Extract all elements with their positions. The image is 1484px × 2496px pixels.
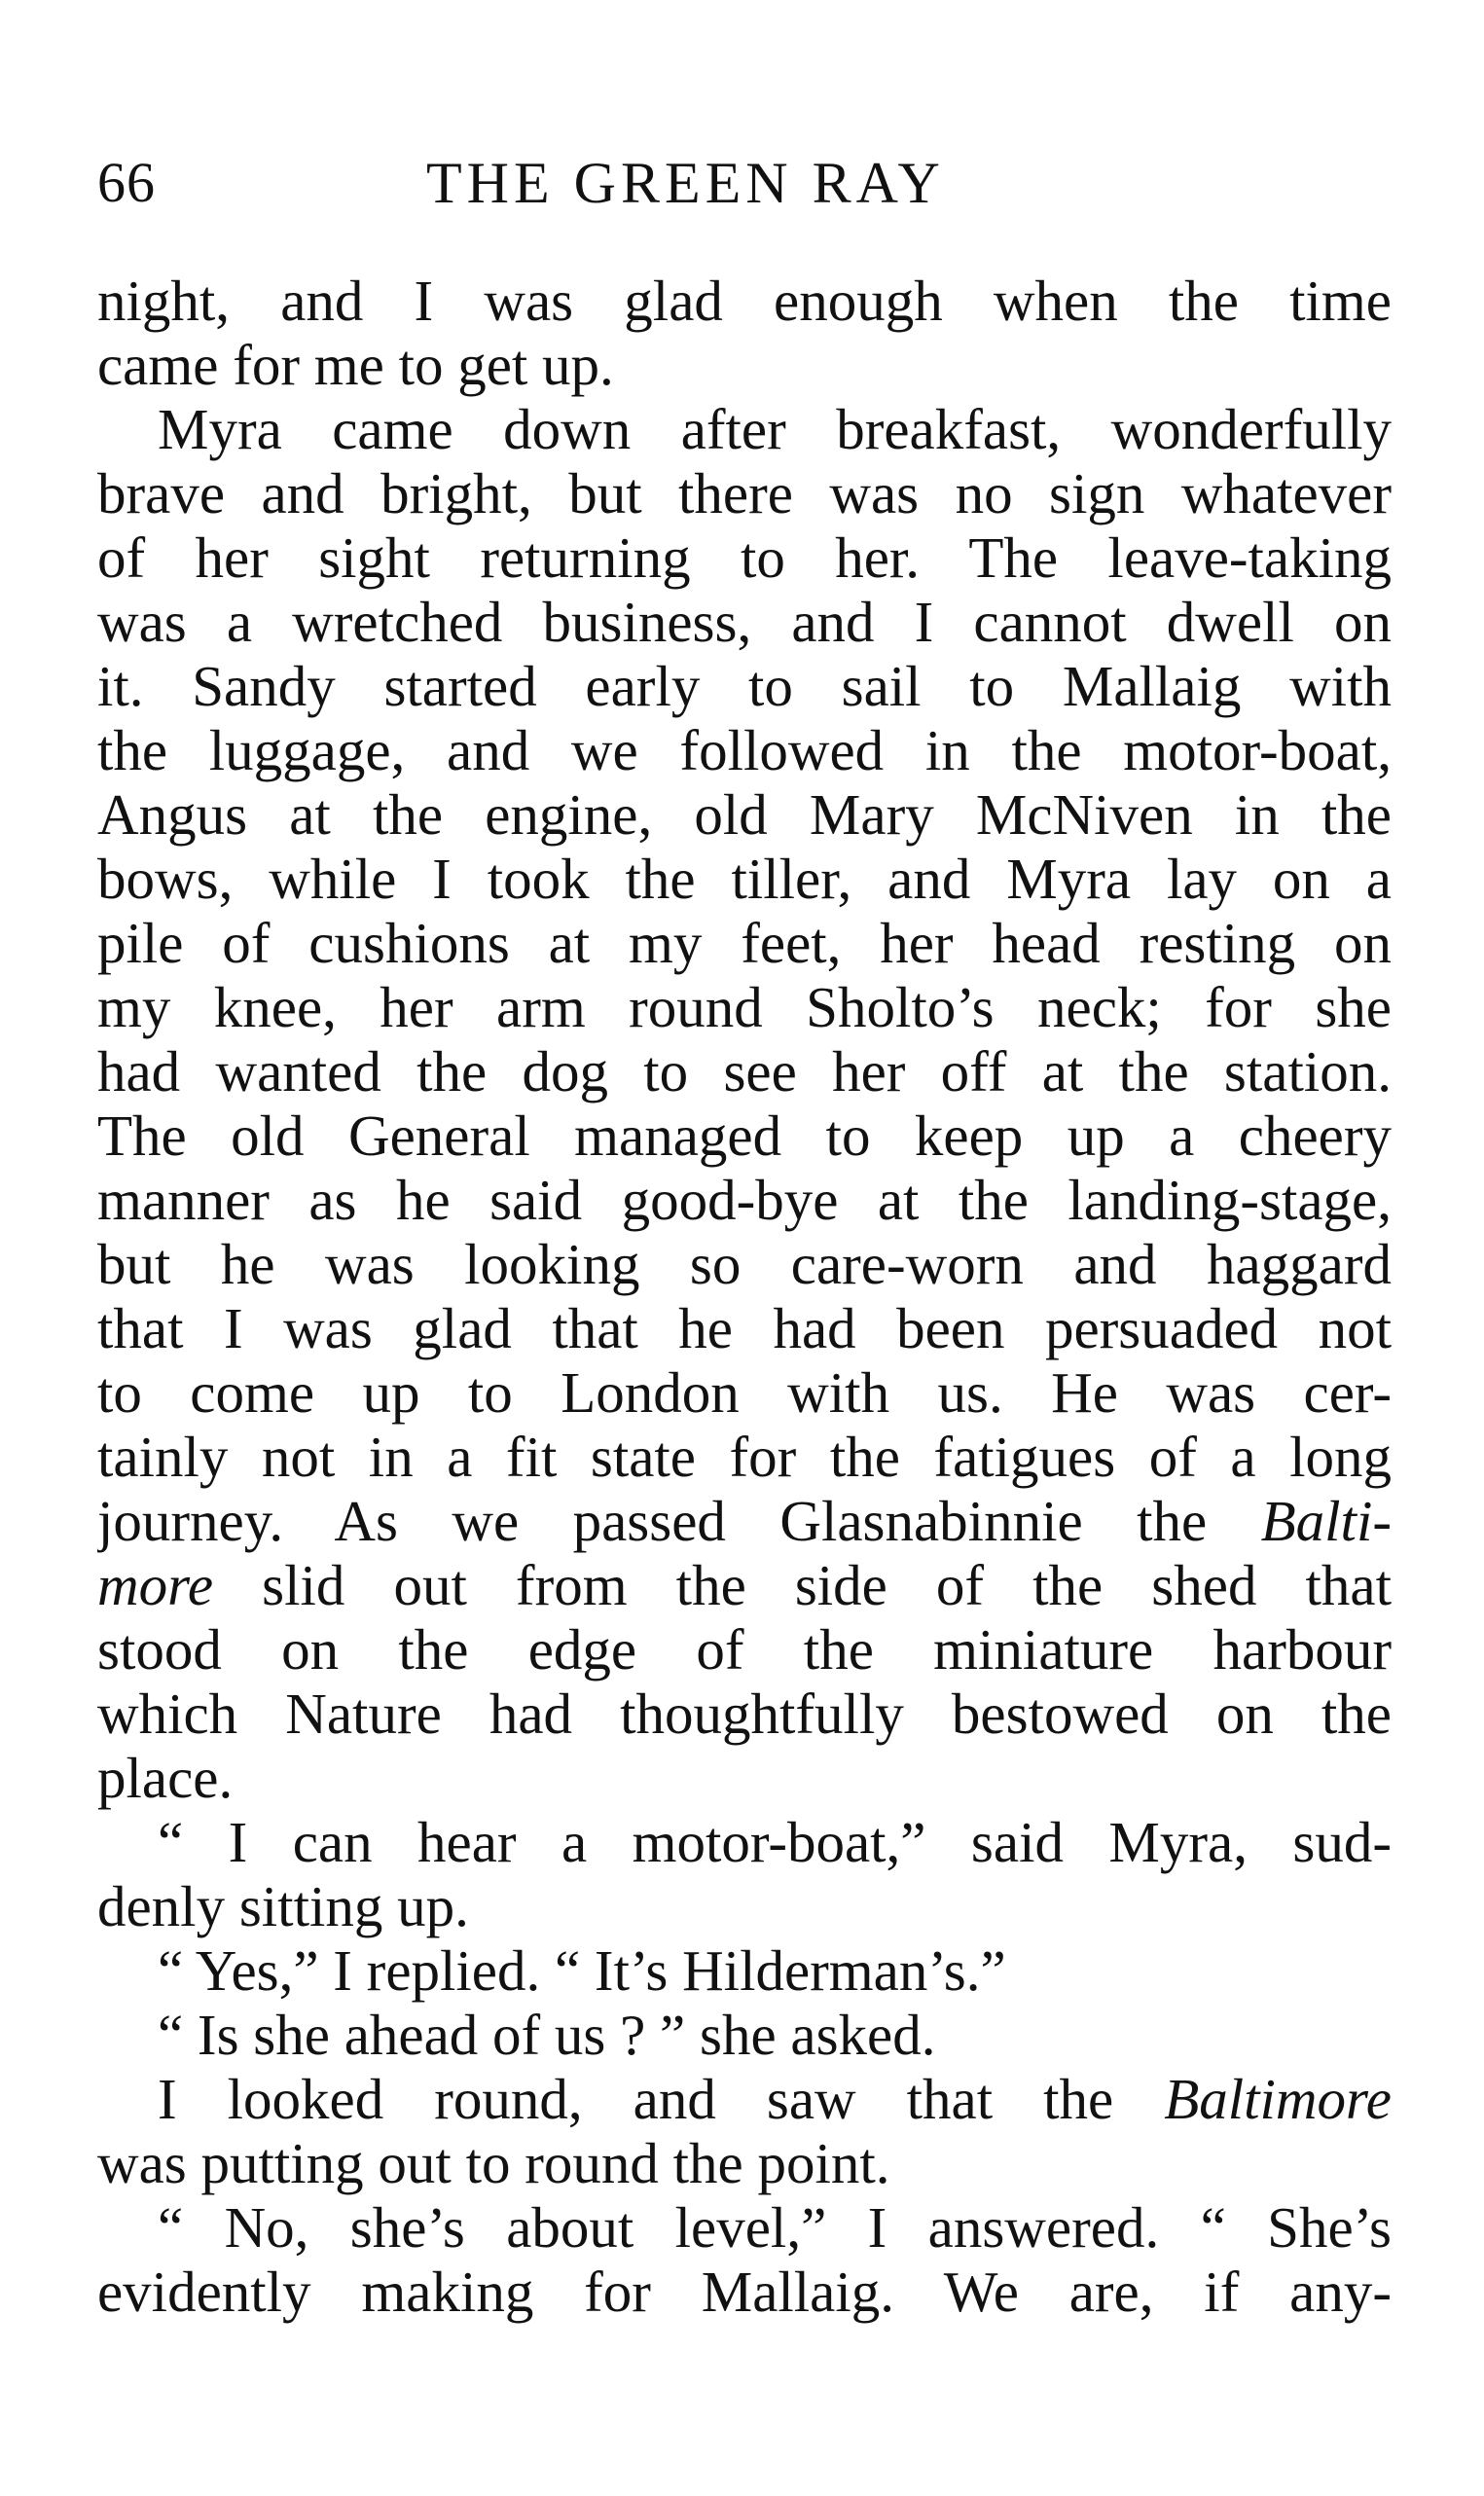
text-line: which Nature had thoughtfully bestowed on the bbox=[97, 1682, 1392, 1746]
body-text bbox=[97, 269, 1392, 2324]
italic-ship-name: Balti- bbox=[1260, 1489, 1392, 1553]
text-line: evidently making for Mallaig. We are, if any- bbox=[97, 2260, 1392, 2324]
page-header bbox=[97, 144, 1392, 222]
text-line: of her sight returning to her. The leave-taking bbox=[97, 525, 1392, 590]
text-line: bows, while I took the tiller, and Myra lay on a bbox=[97, 847, 1392, 911]
text-line: stood on the edge of the miniature harbour bbox=[97, 1617, 1392, 1682]
text-line: was putting out to round the point. bbox=[97, 2131, 890, 2195]
text-line: manner as he said good-bye at the landing-stage, bbox=[97, 1168, 1392, 1232]
text-line: but he was looking so care-worn and haggard bbox=[97, 1232, 1392, 1296]
text-line: my knee, her arm round Sholto’s neck; for she bbox=[97, 975, 1392, 1039]
text-line: “ Yes,” I replied. “ It’s Hilderman’s.” bbox=[158, 1938, 1006, 2003]
text-line: I looked round, and saw that the Baltimore bbox=[158, 2067, 1392, 2131]
running-title: THE GREEN RAY bbox=[426, 151, 945, 215]
text-line: to come up to London with us. He was cer- bbox=[97, 1360, 1392, 1425]
text-line: “ No, she’s about level,” I answered. “ She’s bbox=[158, 2195, 1392, 2260]
text-line: tainly not in a fit state for the fatigues of a long bbox=[97, 1425, 1392, 1489]
text-line: pile of cushions at my feet, her head resting on bbox=[97, 911, 1392, 975]
text-line: was a wretched business, and I cannot dwell on bbox=[97, 590, 1392, 654]
text-line: place. bbox=[97, 1746, 234, 1810]
text-line: night, and I was glad enough when the time bbox=[97, 269, 1392, 333]
italic-ship-name: Baltimore bbox=[1164, 2067, 1392, 2131]
text-line: journey. As we passed Glasnabinnie the Balti- bbox=[97, 1489, 1392, 1553]
text-line: The old General managed to keep up a cheery bbox=[97, 1103, 1392, 1168]
text-line: Angus at the engine, old Mary McNiven in the bbox=[97, 782, 1392, 847]
text-line: the luggage, and we followed in the motor-boat, bbox=[97, 718, 1392, 782]
text-line: denly sitting up. bbox=[97, 1874, 469, 1938]
text-line: “ Is she ahead of us ? ” she asked. bbox=[158, 2003, 936, 2067]
text-line: brave and bright, but there was no sign whatever bbox=[97, 461, 1392, 525]
text-line: that I was glad that he had been persuaded not bbox=[97, 1296, 1392, 1360]
page-number: 66 bbox=[97, 151, 156, 214]
text-line: had wanted the dog to see her off at the station. bbox=[97, 1039, 1392, 1103]
text-line: came for me to get up. bbox=[97, 333, 614, 397]
text-line: “ I can hear a motor-boat,” said Myra, sud- bbox=[158, 1810, 1392, 1874]
italic-ship-name: more bbox=[97, 1553, 214, 1617]
text-line: Myra came down after breakfast, wonderfully bbox=[158, 397, 1392, 461]
text-line: more slid out from the side of the shed that bbox=[97, 1553, 1392, 1617]
text-line: it. Sandy started early to sail to Mallaig with bbox=[97, 654, 1392, 718]
